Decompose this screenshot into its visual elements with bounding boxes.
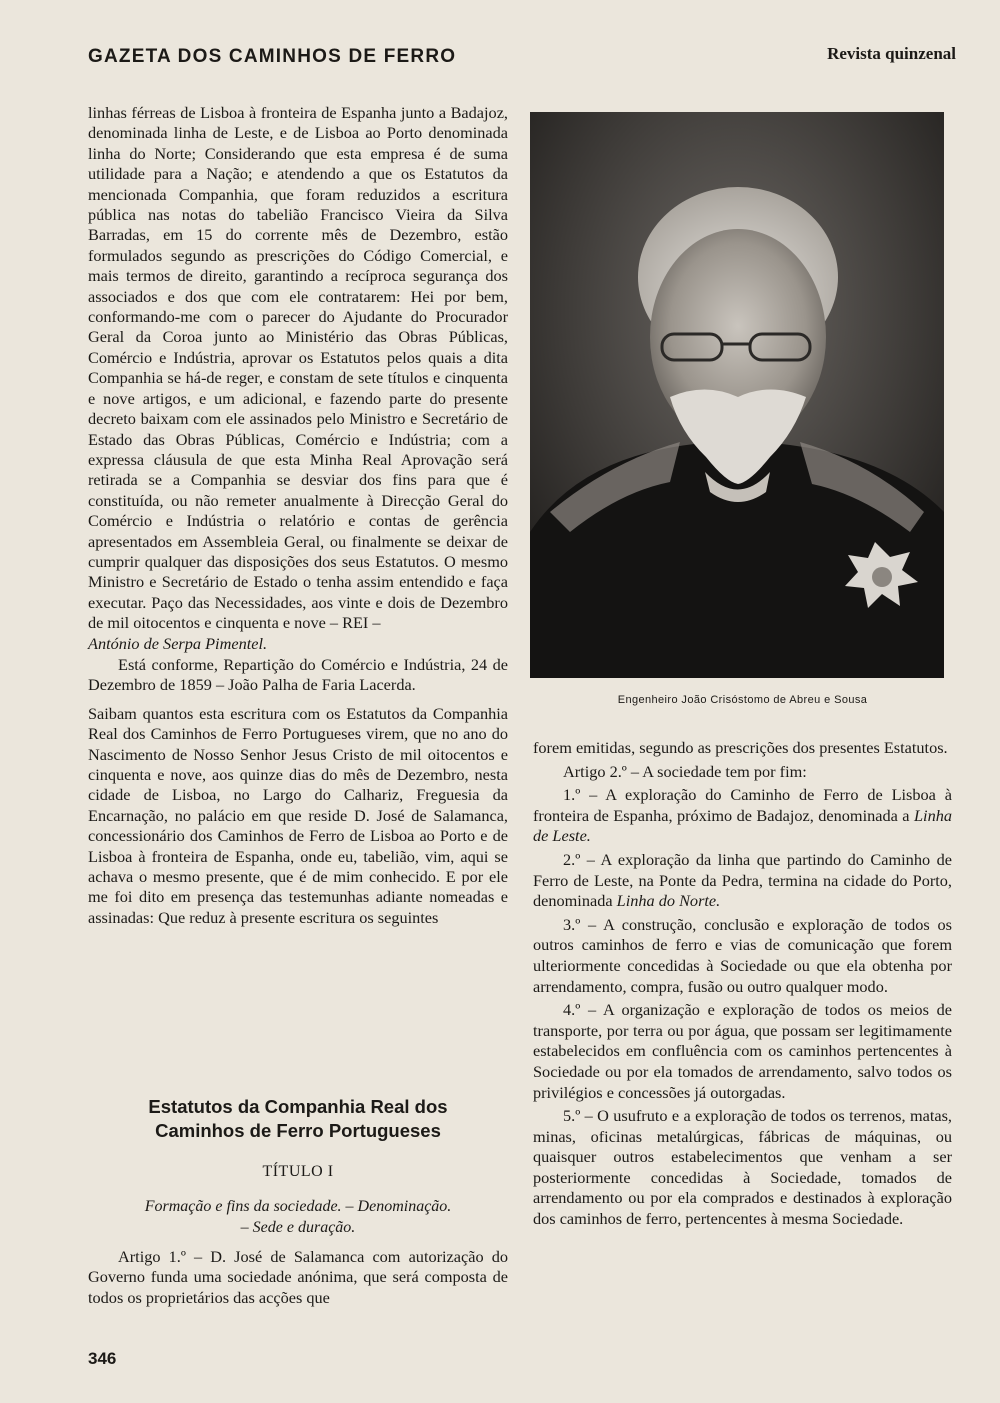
titulo-subtitle-line-2: – Sede e duração. <box>240 1219 356 1236</box>
right-column <box>533 738 952 1230</box>
item-1-line-name: Linha de Leste. <box>533 805 952 846</box>
portrait-image <box>530 112 944 678</box>
item-2-text: 2.º – A exploração da linha que partindo do Caminho de Ferro de Leste, na Ponte da Pedra, termina na cidade do Porto, denominada <box>533 849 952 911</box>
artigo-2-item-5: 5.º – O usufruto e a exploração de todos os terrenos, matas, minas, oficinas metalúrgicas, fábricas de máquinas, ou quaisquer outros estabelecimentos que venham a ser posteriormente concedidas à Sociedade, tomados de arrendamento ou por ela comprados e destinados à exploração dos caminhos de ferro, pertencentes à mesma Sociedade. <box>533 1106 952 1229</box>
artigo-2-item-3: 3.º – A construção, conclusão e exploração de todos os outros caminhos de ferro e vias de comunicação que forem ulteriormente concedidas à Sociedade ou que ela obtenha por arrendamento, compra, fusão ou outro qualquer modo. <box>533 914 952 996</box>
page-number: 346 <box>88 1349 117 1368</box>
statutes-title-line-2: Caminhos de Ferro Portugueses <box>155 1120 441 1141</box>
artigo-1-paragraph: Artigo 1.º – D. José de Salamanca com autorização do Governo funda uma sociedade anónima, que será composta de todos os proprietários das acções que <box>88 1247 508 1307</box>
artigo-2-item-4: 4.º – A organização e exploração de todos os meios de transporte, por terra ou por água, que possam ser legitimamente estabelecidos em confluência com os caminhos pertencentes à Sociedade ou por ela tomados de arrendamento, salvo todos os privilégios e concessões já outorgadas. <box>533 1000 952 1102</box>
running-header-title: GAZETA DOS CAMINHOS DE FERRO <box>88 46 457 67</box>
decree-text: linhas férreas de Lisboa à fronteira de Espanha junto a Badajoz, denominada linha de Leste, e de Lisboa ao Porto denominada linha do Norte; Considerando que esta empresa é de suma utilidade para a Nação; e atendendo a que os Estatutos da mencionada Companhia, que foram reduzidos a escritura pública nas notas do tabelião Francisco Vieira da Silva Barradas, em 15 do corrente mês de Dezembro, estão formulados segundo as prescrições do Código Comercial, e mais termos de direito, garantindo a recíproca segurança dos associados e dos que com ele contratarem: Hei por bem, conformando-me com o parecer do Ajudante do Procurador Geral da Coroa junto ao Ministério das Obras Públicas, Comércio e Indústria, aprovar os Estatutos pelos quais a dita Companhia se há-de reger, e constam de sete títulos e cinquenta e nove artigos, e um adicional, e fazendo parte do presente decreto baixam com ele assinados pelo Ministro e Secretário de Estado das Obras Públicas, Comércio e Indústria; com a expressa cláusula de que esta Minha Real Aprovação será retirada se a Companhia se desviar dos fins para que é constituída, ou não remeter anualmente à Direcção Geral do Comércio e Indústria o relatório e contas de gerência apresentados em Assembleia Geral, ou finalmente se deixar de cumprir qualquer das disposições dos seus Estatutos. O mesmo Ministro e Secretário de Estado o tenha assim entendido e faça executar. Paço das Necessidades, aos vinte e dois de Dezembro de mil oitocentos e cinquenta e nove – REI – <box>88 103 508 633</box>
artigo-2-item-2 <box>533 850 952 912</box>
titulo-subtitle <box>88 1196 508 1238</box>
deed-paragraph: Saibam quantos esta escritura com os Estatutos da Companhia Real dos Caminhos de Ferro Portugueses virem, que no ano do Nascimento de Nosso Senhor Jesus Cristo de mil oitocentos e cinquenta e nove, aos quinze dias do mês de Dezembro, nesta cidade de Lisboa, no Largo do Calhariz, Freguesia da Encarnação, no palácio em que reside D. José de Salamanca, concessionário dos Caminhos de Ferro de Lisboa ao Porto e de Lisboa à fronteira de Espanha, onde eu, tabelião, vim, aqui se achava o mesmo presente, que é de mim conhecido. E por ele me foi dito em presença das testemunhas adiante nomeadas e assinadas: Que reduz à presente escritura os seguintes <box>88 703 508 927</box>
artigo-2-heading: Artigo 2.º – A sociedade tem por fim: <box>563 761 807 781</box>
artigo-1-continuation: forem emitidas, segundo as prescrições dos presentes Estatutos. <box>533 738 948 757</box>
portrait-photo <box>530 112 944 678</box>
statutes-title-line-1: Estatutos da Companhia Real dos <box>148 1096 448 1117</box>
titulo-subtitle-line-1: Formação e fins da sociedade. – Denominação. <box>144 1198 452 1215</box>
running-header-subtitle: Revista quinzenal <box>827 44 956 63</box>
artigo-2-item-1 <box>533 785 952 847</box>
titulo-heading: TÍTULO I <box>262 1163 334 1180</box>
photo-caption: Engenheiro João Crisóstomo de Abreu e Sousa <box>617 694 868 706</box>
item-1-text: 1.º – A exploração do Caminho de Ferro de Lisboa à fronteira de Espanha, próximo de Badajoz, denominada a <box>533 785 952 825</box>
item-2-line-name: Linha do Norte. <box>616 891 721 911</box>
left-column <box>88 103 508 928</box>
statutes-title <box>88 1095 508 1143</box>
decree-signature: António de Serpa Pimentel. <box>88 633 268 653</box>
decree-paragraph <box>88 103 508 654</box>
conformity-paragraph: Está conforme, Repartição do Comércio e Indústria, 24 de Dezembro de 1859 – João Palha de Faria Lacerda. <box>88 654 508 695</box>
